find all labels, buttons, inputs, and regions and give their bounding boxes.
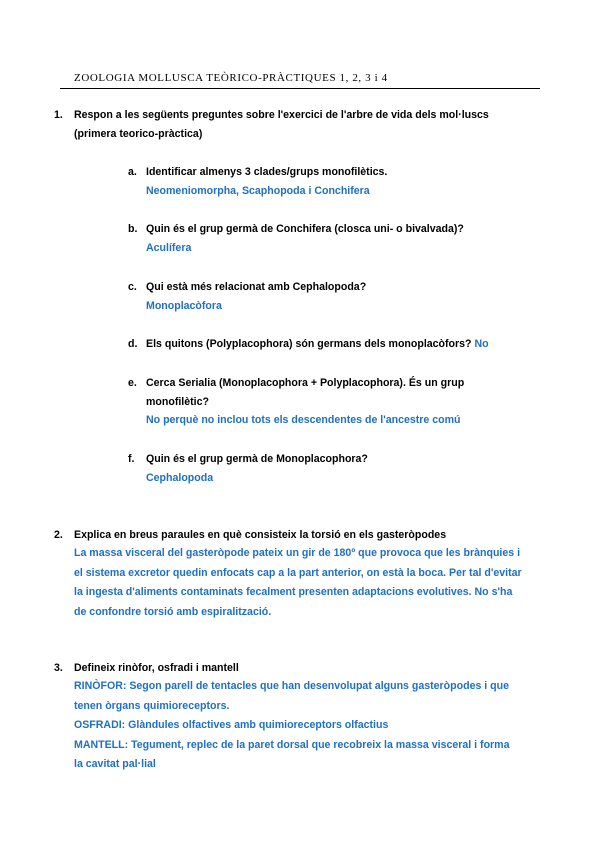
question-number: 2. [54,529,63,541]
answer-text: Aculífera [146,241,192,254]
subquestion-text: Quin és el grup germà de Conchifera (closca uni- o bivalvada)? [146,223,464,235]
subquestion-text-cont: monofilètic? [146,395,209,408]
answer-block-2: La massa visceral del gasteròpode pateix un gir de 180º que provoca que les brànquies i el sistema excretor quedin enfocats cap a la part anterior, on està la boca. Per tal d'evitar la ingesta d'aliments contaminats fecalment presenten adaptacions evolutives. No s'ha de confondre torsió amb espiralització. [74,547,522,618]
question-text: Defineix rinòfor, osfradi i mantell [74,662,239,674]
answer-text: No perquè no inclou tots els descendentes de l'ancestre comú [146,414,461,426]
document-header: ZOOLOGIA MOLLUSCA TEÒRICO-PRÀCTIQUES 1, 2, 3 i 4 [74,72,388,84]
subquestion-text: Identificar almenys 3 clades/grups monofilètics. [146,166,388,178]
subquestion-text: Quin és el grup germà de Monoplacophora? [146,453,368,465]
answer-text: No [474,338,489,350]
subquestion-text: Els quitons (Polyplacophora) són germans dels monoplacòfors? [146,338,472,350]
answer-block-3: RINÒFOR: Segon parell de tentacles que han desenvolupat alguns gasteròpodes i que tenen òrgans quimioreceptors. OSFRADI: Glàndules olfactives amb quimioreceptors olfactius MANTELL: Tegument, replec de la paret dorsal que recobreix la massa visceral i forma la cavitat pal·lial [74,680,510,770]
subquestion-text: Qui està més relacionat amb Cephalopoda? [146,281,367,293]
question-number: 1. [54,109,63,121]
question-text: Respon a les següents preguntes sobre l'exercici de l'arbre de vida dels mol·luscs (primera teorico-pràctica) [74,109,489,140]
question-number: 3. [54,662,63,674]
answer-text: Monoplacòfora [146,299,222,312]
answer-text: Cephalopoda [146,471,214,484]
answer-text: Neomeniomorpha, Scaphopoda i Conchifera [146,184,370,197]
question-text: Explica en breus paraules en què consisteix la torsió en els gasteròpodes [74,529,447,541]
header-rule [60,88,540,89]
subquestion-text: Cerca Serialia (Monoplacophora + Polyplacophora). És un grup [146,377,465,389]
